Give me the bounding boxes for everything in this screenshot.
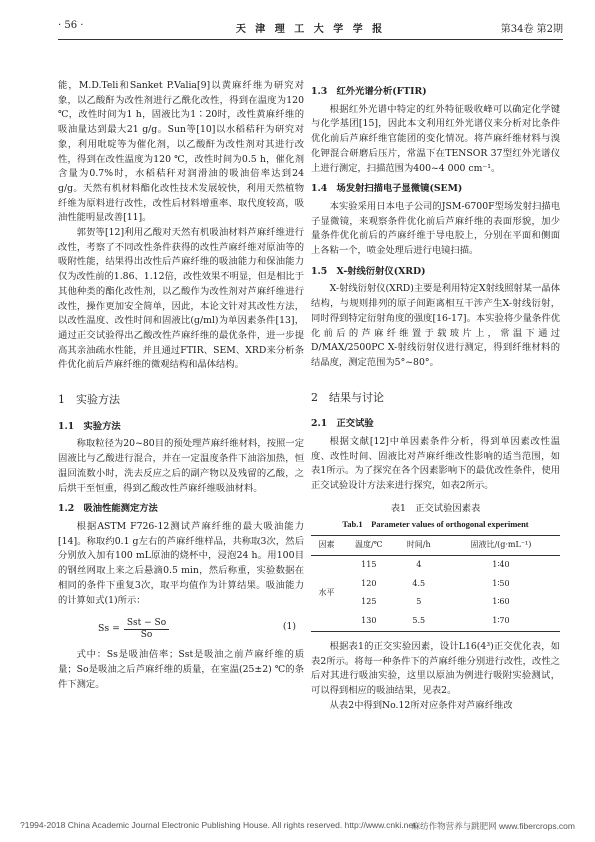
table-header-cell: 温度/℃ [354,540,383,550]
subsection-heading: 1.1 实验方法 [58,420,121,432]
subsection-heading: 1.4 场发射扫描电子显微镜(SEM) [311,183,463,195]
table-cell: 120 [361,578,377,588]
paragraph: X-射线衍射仪(XRD)主要是利用特定X射线照射某一晶体结构，与规则排列的原子间距离相互干涉产生X-射线衍射，同时得到特定衍射角度的强度[16-17]。本实验将少量条件优化前后的芦麻纤维置于载玻片上，常温下通过D/MAX/2500PC X-射线衍射仪进行测定，得到纤维材料的结晶度，测定范围为5°~80°。 [311,283,560,368]
subsection-heading: 1.3 红外光谱分析(FTIR) [311,86,427,97]
table-cell: 1∶70 [492,616,510,626]
table-caption-english: Tab.1 Parameter values of orthogonal experiment [342,518,529,529]
table-row [311,593,560,612]
paragraph: 根据红外光谱中特定的红外特征吸收峰可以确定化学键与化学基团[15]，因此本文利用红外光谱仪来分析对比条件优化前后芦麻纤维官能团的变化情况。将芦麻纤维材料与溴化钾混合研磨后压片，常温下在TENSOR 37型红外光谱仪上进行测定，扫描范围为400~4 000 cm⁻¹。 [311,103,560,174]
equation-lhs: Ss = [98,623,120,635]
table-caption: 表1 正交试验因素表 [390,502,481,514]
left-column [58,79,304,692]
right-column [311,79,560,713]
section-heading: 1 实验方法 [58,393,120,407]
equation-numerator: Sst − So [124,618,169,630]
paragraph: 根据ASTM F726-12测试芦麻纤维的最大吸油能力[14]。称取约0.1 g左右的芦麻纤维样品，共称取3次，然后分别放入加有100 mL原油的烧杯中，浸泡24 h。用100目的钢丝网取上来之后悬滴0.5 min，然后称重，实验数据在相同的条件下重复3次，取平均值作为计算结果。吸油能力的计算如式(1)所示： [58,520,304,606]
paragraph: 郭贺等[12]利用乙酸对天然有机吸油材料芦麻纤维进行改性，考察了不同改性条件获得的改性芦麻纤维对原油等的吸附性能，结果得出改性后芦麻纤维的吸油能力和保油能力仅为改性前的1.86、1.12倍，改性效果不明显，但是相比于其他种类的酯化改性剂，以乙酸作为改性剂对芦麻纤维进行改性，操作更加安全简单，因此，本论文针对其改性方法，以改性温度、改性时间和固液比(g/ml)为单因素条件[13]，通过正交试验得出乙酸改性芦麻纤维的最优条件，进一步提高其亲油疏水性能，并且通过FTIR、SEM、XRD来分析条件优化前后芦麻纤维的微观结构和晶体结构。 [58,227,304,371]
table-cell: 1∶40 [492,559,510,569]
table-header-row [311,536,560,556]
table-cell: 130 [361,616,377,626]
copyright-notice: ?1994-2018 China Academic Journal Electronic Publishing House. All rights reserved. http://www.cnki.net [20,820,416,830]
volume-issue: 第34卷 第2期 [500,24,563,35]
orthogonal-factor-table [311,535,560,632]
source-watermark: 麻纺作物营养与跳肥网 www.fibercrops.com [411,821,575,831]
table-cell: 4.5 [412,578,426,588]
page-number: · 56 · [58,20,84,31]
paragraph: 式中：Ss是吸油倍率；Sst是吸油之前芦麻纤维的质量；So是吸油之后芦麻纤维的质量，在室温(25±2) ℃的条件下测定。 [58,649,304,690]
table-row [311,575,560,594]
paragraph: 能，M.D.Teli和Sanket P.Valia[9]以黄麻纤维为研究对象，以乙酸酐为改性剂进行乙酰化改性，得到在温度为120 ℃，改性时间为1 h，固液比为1∶20时，改性黄麻纤维的吸油量达到最大21 g/g。Sun等[10]以水稻秸秆为研究对象，利用吡啶等为催化剂，以乙酸酐为改性剂对其进行改性，得到在改性温度为120 ℃，改性时间为0.5 h，催化剂含量为0.7%时，水稻秸秆对润滑油的吸油倍率达到24 g/g。天然有机材料酯化改性技术发展较快，利用天然植物纤维为原料进行改性，改性后材料增重率、取代度较高，吸油性能明显改善[11]。 [58,80,304,224]
equation-number: (1) [282,621,296,633]
subsection-heading: 2.1 正交试验 [311,418,374,430]
table-cell: 1∶50 [492,578,510,588]
table-cell: 5 [416,597,422,607]
table-cell: 115 [361,559,377,569]
journal-title: 天 津 理 工 大 学 学 报 [235,24,386,35]
table-row-label: 水平 [318,588,335,598]
page-header [58,17,563,35]
paragraph: 称取粒径为20~80目的预处理芦麻纤维材料，按照一定固液比与乙酸进行混合，并在一定温度条件下油浴加热，恒温回流数小时，洗去反应之后的副产物以及残留的乙酸，之后烘干至恒重，得到乙酸改性芦麻纤维吸油材料。 [58,438,304,494]
table-row [311,555,560,574]
table-header-cell: 因素 [318,540,335,550]
subsection-heading: 1.2 吸油性能测定方法 [58,503,158,515]
paragraph: 根据表1的正交实验因素，设计L16(4³)正交优化表，如表2所示。将每一种条件下的芦麻纤维分别进行改性，改性之后对其进行吸油实验，这里以原油为例进行吸附实验测试，可以得到相应的吸油结果，见表2。 [311,640,560,696]
paragraph: 从表2中得到No.12所对应条件对芦麻纤维改 [329,699,513,711]
table-row [311,612,560,631]
equation-denominator: So [140,630,153,641]
paragraph: 根据文献[12]中单因素条件分析，得到单因素改性温度、改性时间、固液比对芦麻纤维改性影响的适当范围，如表1所示。为了探究在各个因素影响下的最优改性条件，使用正交试验设计方法来进行探究，如表2所示。 [311,436,560,492]
table-cell: 5.5 [412,616,426,626]
section-heading: 2 结果与讨论 [311,390,384,404]
page-footer [20,820,575,830]
subsection-heading: 1.5 X-射线衍射仪(XRD) [311,265,426,277]
paragraph: 本实验采用日本电子公司的JSM-6700F型场发射扫描电子显微镜，来观察条件优化前后芦麻纤维的表面形貌，加少量条件优化前后的芦麻纤维于导电胶上，分别在平面和侧面上各粘一个，喷金处理后进行电镜扫描。 [311,200,560,257]
table-header-cell: 时间/h [406,540,431,550]
header-rule [58,39,563,40]
equation [58,612,304,644]
table-cell: 125 [361,597,377,607]
table-cell: 1∶60 [492,597,510,607]
table-header-cell: 固液比/(g·mL⁻¹) [470,540,532,550]
table-cell: 4 [416,559,422,569]
